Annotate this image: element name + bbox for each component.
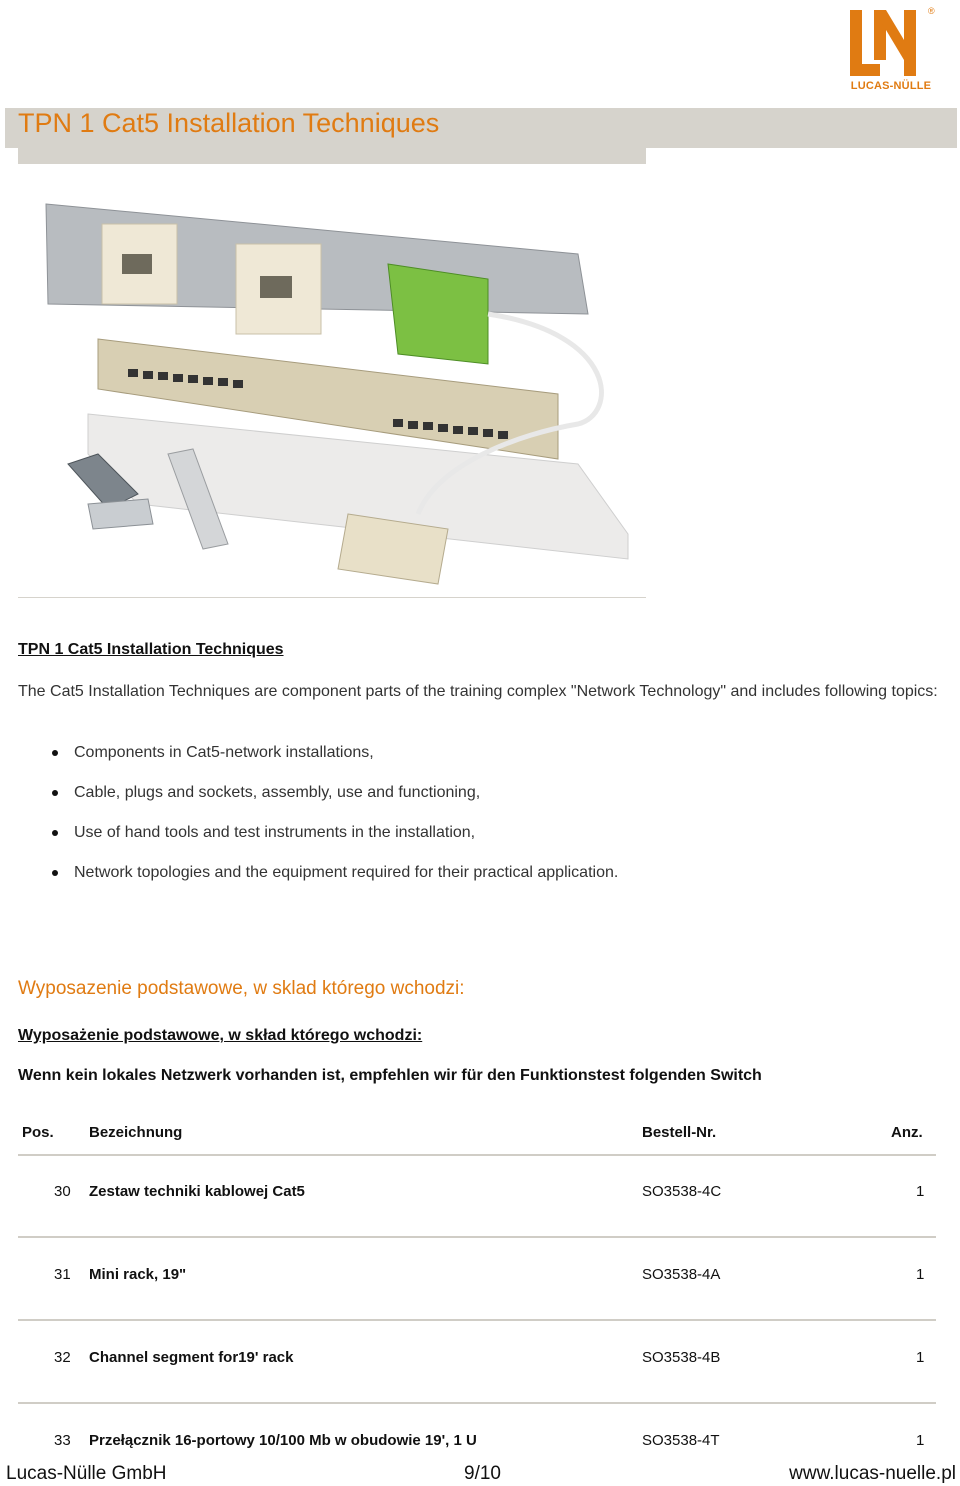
logo-wordmark: LUCAS-NÜLLE: [850, 80, 932, 92]
table-divider: [18, 1402, 936, 1404]
col-header-pos: Pos.: [22, 1124, 54, 1141]
row-name: Przełącznik 16-portowy 10/100 Mb w obudowie 19', 1 U: [89, 1432, 477, 1449]
col-header-name: Bezeichnung: [89, 1124, 183, 1141]
row-name: Mini rack, 19": [89, 1266, 187, 1283]
row-name: Channel segment for19' rack: [89, 1349, 294, 1366]
row-qty: 1: [916, 1183, 925, 1200]
product-photo: [18, 164, 646, 597]
row-order: SO3538-4T: [642, 1432, 720, 1449]
row-pos: 33: [54, 1432, 71, 1449]
row-pos: 30: [54, 1183, 71, 1200]
equipment-subtitle: Wyposażenie podstawowe, w skład którego wchodzi:: [18, 1027, 423, 1044]
row-order: SO3538-4C: [642, 1183, 722, 1200]
list-item: Cable, plugs and sockets, assembly, use and functioning,: [50, 782, 618, 822]
row-order: SO3538-4B: [642, 1349, 721, 1366]
list-item: Use of hand tools and test instruments in the installation,: [50, 822, 618, 862]
footer-page-number: 9/10: [464, 1463, 501, 1484]
row-qty: 1: [916, 1349, 925, 1366]
switch-note: Wenn kein lokales Netzwerk vorhanden ist, empfehlen wir für den Funktionstest folgenden Switch: [18, 1067, 762, 1084]
row-name: Zestaw techniki kablowej Cat5: [89, 1183, 305, 1200]
bullet-icon: [52, 790, 58, 796]
topics-list: [50, 742, 618, 902]
col-header-order: Bestell-Nr.: [642, 1124, 717, 1141]
table-divider: [18, 1154, 936, 1156]
equipment-title: Wyposazenie podstawowe, w sklad którego wchodzi:: [18, 978, 465, 999]
bullet-icon: [52, 750, 58, 756]
registered-mark: ®: [928, 6, 935, 16]
footer-website: www.lucas-nuelle.pl: [789, 1463, 956, 1484]
row-qty: 1: [916, 1432, 925, 1449]
row-order: SO3538-4A: [642, 1266, 721, 1283]
row-pos: 31: [54, 1266, 71, 1283]
section-heading: TPN 1 Cat5 Installation Techniques: [18, 641, 284, 658]
row-qty: 1: [916, 1266, 925, 1283]
col-header-qty: Anz.: [891, 1124, 923, 1141]
bullet-icon: [52, 830, 58, 836]
intro-paragraph: The Cat5 Installation Techniques are component parts of the training complex "Network Technology" and includes following topics:: [18, 683, 938, 700]
bullet-icon: [52, 870, 58, 876]
page-title: TPN 1 Cat5 Installation Techniques: [18, 108, 440, 138]
list-item: Components in Cat5-network installations,: [50, 742, 618, 782]
list-item: Network topologies and the equipment required for their practical application.: [50, 862, 618, 902]
row-pos: 32: [54, 1349, 71, 1366]
table-divider: [18, 1319, 936, 1321]
table-divider: [18, 1236, 936, 1238]
footer-company: Lucas-Nülle GmbH: [6, 1463, 167, 1484]
